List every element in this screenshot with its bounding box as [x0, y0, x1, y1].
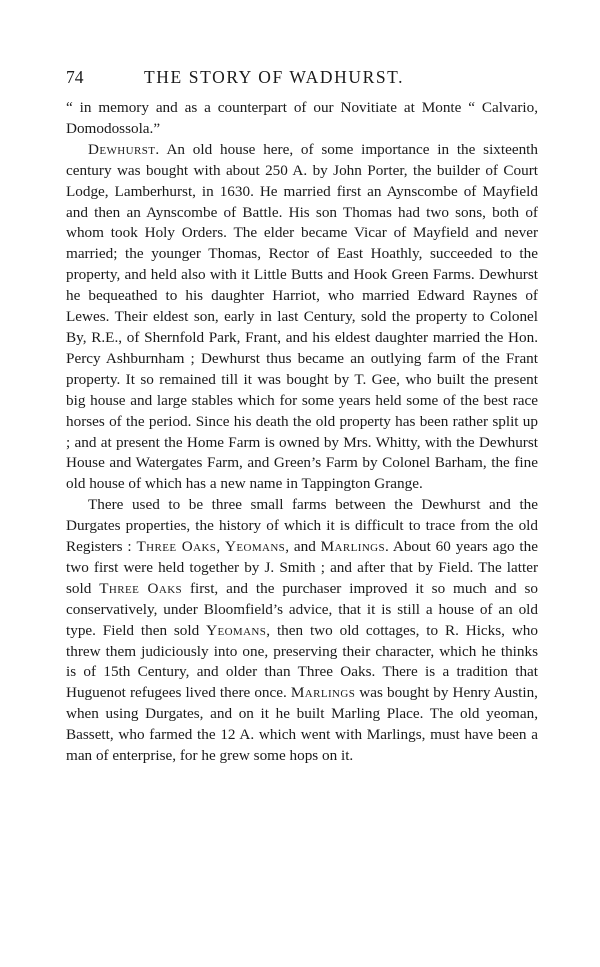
- place-name: Three Oaks: [136, 538, 217, 556]
- paragraph-three-farms: [66, 495, 538, 767]
- place-name: Yeomans: [206, 621, 267, 639]
- place-name: Yeomans: [224, 538, 286, 556]
- text-run: There used to be three small farms between the Dewhurst and the Durgates properties, the history of which it is difficult to trace from the old Registers :: [66, 496, 538, 556]
- place-name: Marlings: [290, 684, 356, 702]
- text-run: was bought by Henry Austin, when using Durgates, and on it he built Marling Place. The old yeoman, Bassett, who farmed the 12 A. which went with Marlings, must have been a man of enterprise, for he grew some hops on it.: [66, 684, 538, 765]
- text-run: , then two old cottages, to R. Hicks, who threw them judiciously into one, preserving their character, which he thinks is of 15th Century, and older than Three Oaks. There is a tradition that Huguenot refugees lived there once.: [66, 621, 538, 702]
- place-name: Marlings: [320, 538, 386, 556]
- page-number: 74: [66, 67, 84, 87]
- paragraph-quote-continuation: [66, 98, 538, 140]
- text-run: first, and the purchaser improved it so much and so conservatively, under Bloomfield’s advice, that it is still a house of an old type. Field then sold: [66, 579, 538, 639]
- place-name: Three Oaks: [99, 579, 183, 597]
- text-run: ,: [216, 538, 225, 556]
- paragraph-text: An old house here, of some importance in the sixteenth century was bought with about 250 A. by John Porter, the builder of Court Lodge, Lamberhurst, in 1630. He married first an Aynscombe of Mayfield and then an Aynscombe of Battle. His son Thomas had two sons, both of whom took Holy Orders. The elder became Vicar of Mayfield and never married; the younger Thomas, Rector of East Hoathly, succeeded to the property, and held also with it Little Butts and Hook Green Farms. Dewhurst he bequeathed to his daughter Harriot, who married Edward Raynes of Lewes. Their eldest son, early in last Century, sold the property to Colonel By, R.E., of Shernfold Park, Frant, and his eldest daughter married the Hon. Percy Ashburnham ; Dewhurst thus became an outlying farm of the Frant property. It so remained till it was bought by T. Gee, who built the present big house and large stables which for some years held some of the best race horses of the period. Since his death the old property has been rather split up ; and at present the Home Farm is owned by Mrs. Whitty, with the Dewhurst House and Watergates Farm, and Green’s Farm by Colonel Barham, the fine old house of which has a new name in Tappington Grange.: [66, 140, 538, 493]
- running-title: THE STORY OF WADHURST.: [144, 67, 405, 87]
- text-run: . About 60 years ago the two first were held together by J. Smith ; and after that by Field. The latter sold: [66, 538, 538, 597]
- book-page: [66, 64, 538, 767]
- body-text: [66, 98, 538, 767]
- text-run: , and: [285, 538, 321, 556]
- paragraph-dewhurst: [66, 140, 538, 495]
- page-header: [66, 64, 538, 90]
- section-heading-dewhurst: Dewhurst.: [88, 140, 160, 158]
- paragraph-text: “ in memory and as a counterpart of our Novitiate at Monte “ Calvario, Domodossola.”: [66, 99, 538, 137]
